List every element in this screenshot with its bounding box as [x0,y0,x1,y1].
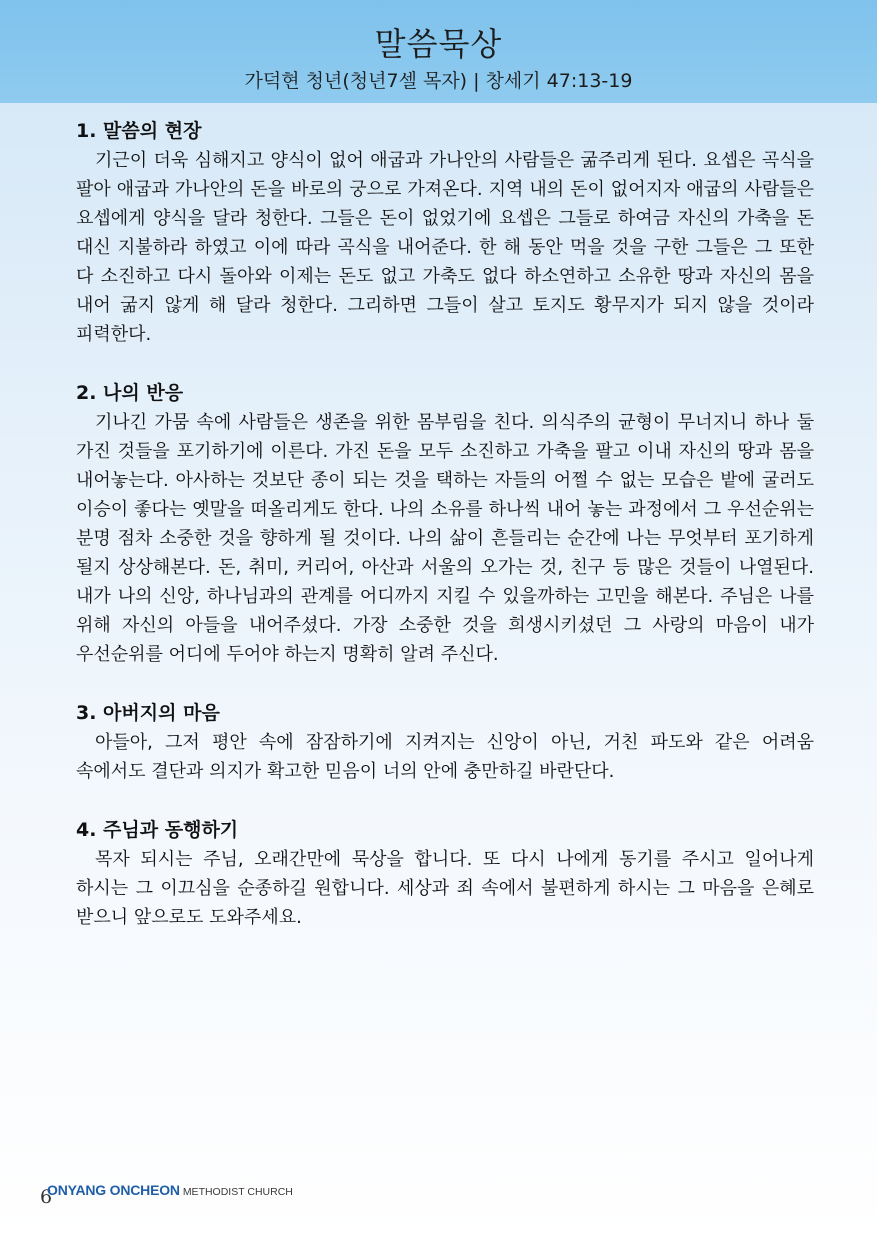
section-heading: 4. 주님과 동행하기 [76,819,239,841]
page-subtitle: 가덕현 청년(청년7셀 목자) | 창세기 47:13-19 [244,70,633,92]
section-heading: 1. 말씀의 현장 [76,120,202,142]
section-walk-with-lord [76,816,814,932]
section-response [76,379,814,669]
page-number: 6 [40,1186,53,1208]
church-logo-name: ONYANG ONCHEON [47,1182,180,1198]
section-heading: 3. 아버지의 마음 [76,702,220,724]
header-band [0,0,877,103]
church-logo-suffix: METHODIST CHURCH [182,1186,293,1198]
article-content [76,117,814,962]
section-body: 목자 되시는 주님, 오래간만에 묵상을 합니다. 또 다시 나에게 동기를 주시고 일어나게 하시는 그 이끄심을 순종하길 원합니다. 세상과 죄 속에서 불편하게 하시는 그 마음을 은혜로 받으니 앞으로도 도와주세요. [76,849,814,928]
page-title: 말씀묵상 [374,25,503,63]
section-body: 아들아, 그저 평안 속에 잠잠하기에 지켜지는 신앙이 아닌, 거친 파도와 같은 어려움 속에서도 결단과 의지가 확고한 믿음이 너의 안에 충만하길 바란단다. [76,732,814,782]
section-fathers-heart [76,699,814,786]
section-body: 기나긴 가뭄 속에 사람들은 생존을 위한 몸부림을 친다. 의식주의 균형이 무너지니 하나 둘 가진 것들을 포기하기에 이른다. 가진 돈을 모두 소진하고 가축을 팔고 이내 자신의 땅과 몸을 내어놓는다. 아사하는 것보단 종이 되는 것을 택하는 자들의 어쩔 수 없는 모습은 밭에 굴러도 이승이 좋다는 옛말을 떠올리게도 한다. 나의 소유를 하나씩 내어 놓는 과정에서 그 우선순위는 분명 점차 소중한 것을 향하게 될 것이다. 나의 삶이 흔들리는 순간에 나는 무엇부터 포기하게 될지 상상해본다. 돈, 취미, 커리어, 아산과 서울의 오가는 것, 친구 등 많은 것들이 나열된다. 내가 나의 신앙, 하나님과의 관계를 어디까지 지킬 수 있을까하는 고민을 해본다. 주님은 나를 위해 자신의 아들을 내어주셨다. 가장 소중한 것을 희생시키셨던 그 사랑의 마음이 내가 우선순위를 어디에 두어야 하는지 명확히 알려 주신다. [76,412,814,665]
church-logo [47,1182,293,1200]
section-heading: 2. 나의 반응 [76,382,184,404]
section-scene [76,117,814,349]
section-body: 기근이 더욱 심해지고 양식이 없어 애굽과 가나안의 사람들은 굶주리게 된다. 요셉은 곡식을 팔아 애굽과 가나안의 돈을 바로의 궁으로 가져온다. 지역 내의 돈이 없어지자 애굽의 사람들은 요셉에게 양식을 달라 청한다. 그들은 돈이 없었기에 요셉은 그들로 하여금 자신의 가축을 돈 대신 지불하라 하였고 이에 따라 곡식을 내어준다. 한 해 동안 먹을 것을 구한 그들은 그 또한 다 소진하고 다시 돌아와 이제는 돈도 없고 가축도 없다 하소연하고 소유한 땅과 자신의 몸을 내어 굶지 않게 해 달라 청한다. 그리하면 그들이 살고 토지도 황무지가 되지 않을 것이라 피력한다. [76,150,814,345]
